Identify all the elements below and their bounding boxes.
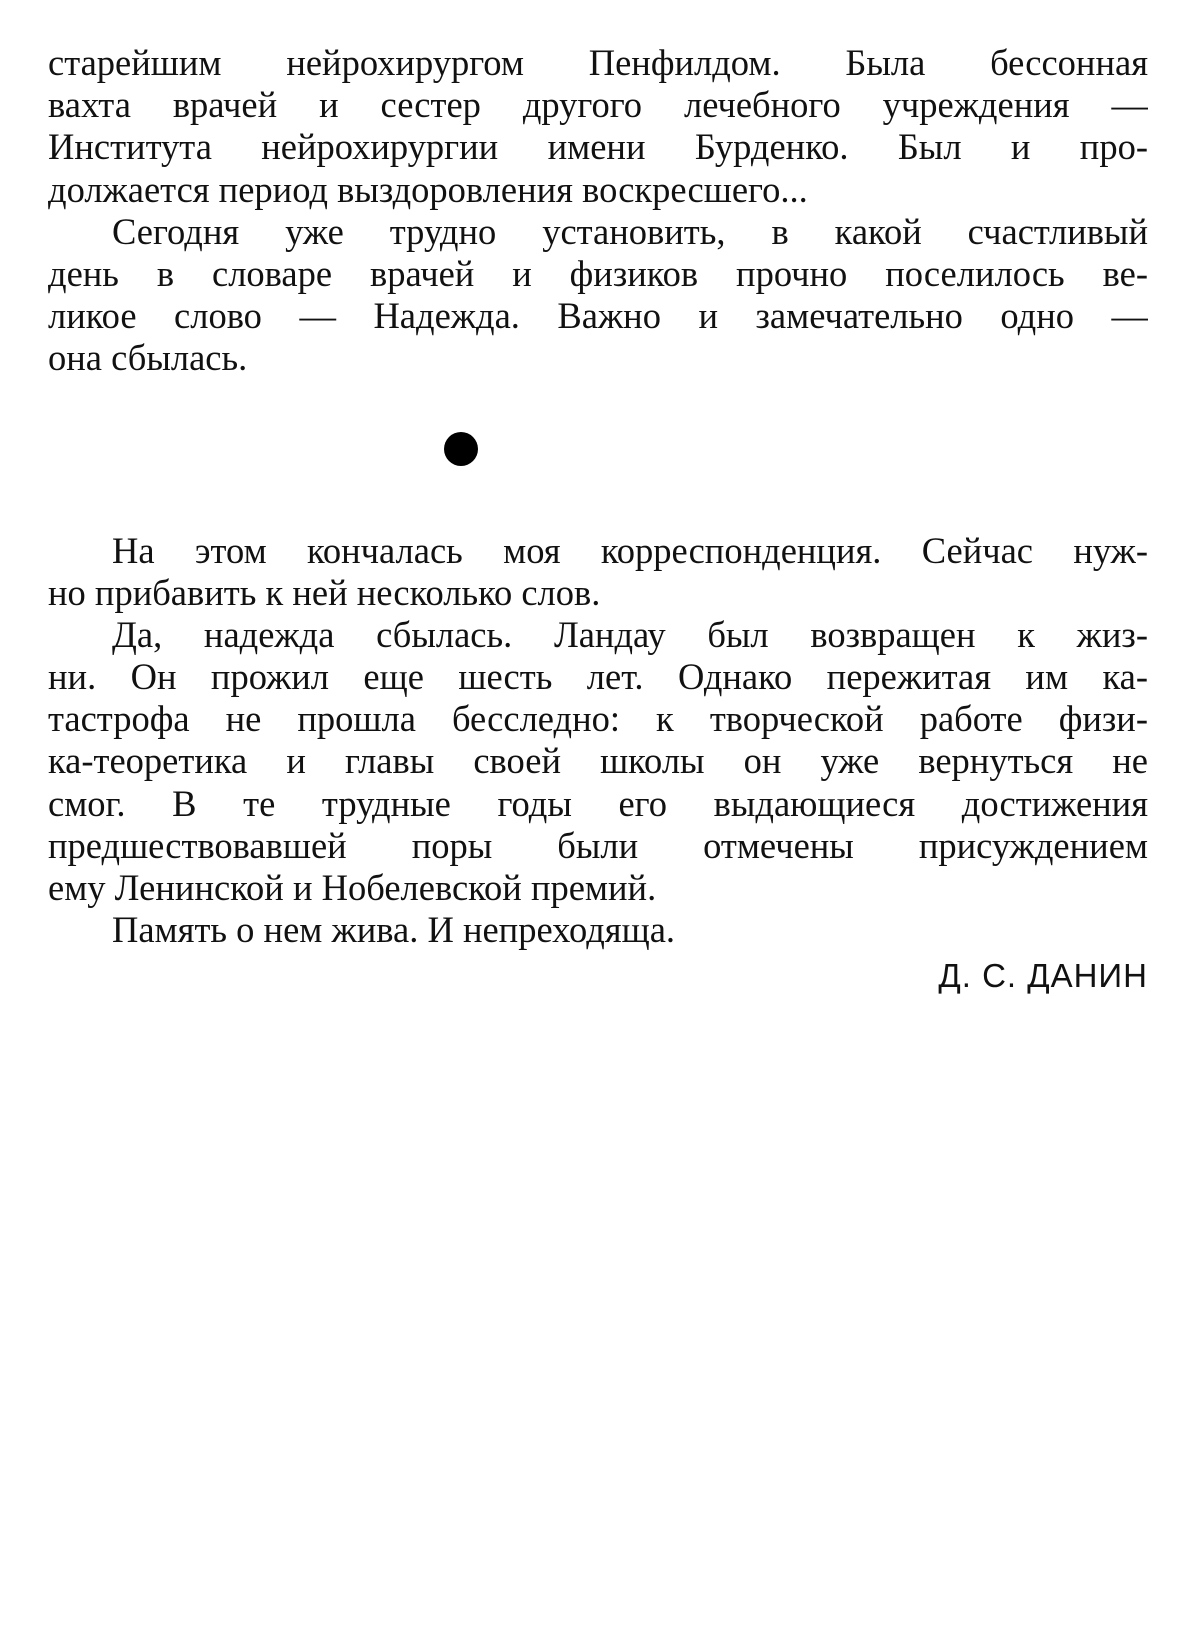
paragraph-correspondence-end bbox=[48, 530, 1148, 614]
section-separator bbox=[48, 380, 1148, 530]
text-line: старейшим нейрохирургом Пенфилдом. Была бессонная bbox=[48, 42, 1148, 83]
text-line: Института нейрохирургии имени Бурденко. Был и про- bbox=[48, 126, 1148, 168]
text-line: она сбылась. bbox=[48, 337, 248, 379]
text-line: должается период выздоровления воскресшего... bbox=[48, 168, 808, 210]
text-line: Да, надежда сбылась. Ландау был возвращен к жиз- bbox=[112, 613, 1148, 655]
text-line: смог. В те трудные годы его выдающиеся достижения bbox=[48, 782, 1148, 824]
text-line: ни. Он прожил еще шесть лет. Однако пережитая им ка- bbox=[48, 656, 1148, 698]
text-line: ка-теоретика и главы своей школы он уже вернуться не bbox=[48, 740, 1148, 782]
text-line: На этом кончалась моя корреспонденция. Сейчас нуж- bbox=[112, 529, 1148, 571]
paragraph-memory bbox=[48, 909, 1148, 951]
bullet-dot-icon bbox=[444, 432, 478, 466]
paragraph-continuation bbox=[48, 42, 1148, 211]
text-line: тастрофа не прошла бесследно: к творческой работе физи- bbox=[48, 698, 1148, 740]
text-line: предшествовавшей поры были отмечены присуждением bbox=[48, 824, 1148, 866]
document-page bbox=[48, 42, 1148, 1001]
text-line: ему Ленинской и Нобелевской премий. bbox=[48, 867, 657, 908]
author-signature: Д. С. ДАНИН bbox=[938, 957, 1148, 995]
text-line: день в словаре врачей и физиков прочно поселилось ве- bbox=[48, 252, 1148, 294]
text-line: Сегодня уже трудно установить, в какой счастливый bbox=[112, 210, 1148, 252]
paragraph-hope bbox=[48, 211, 1148, 380]
text-line: ликое слово — Надежда. Важно и замечательно одно — bbox=[48, 295, 1148, 337]
text-line: Память о нем жива. И непреходяща. bbox=[112, 909, 676, 951]
text-line: но прибавить к ней несколько слов. bbox=[48, 571, 601, 613]
paragraph-landau bbox=[48, 614, 1148, 909]
text-line: вахта врачей и сестер другого лечебного учреждения — bbox=[48, 84, 1148, 126]
